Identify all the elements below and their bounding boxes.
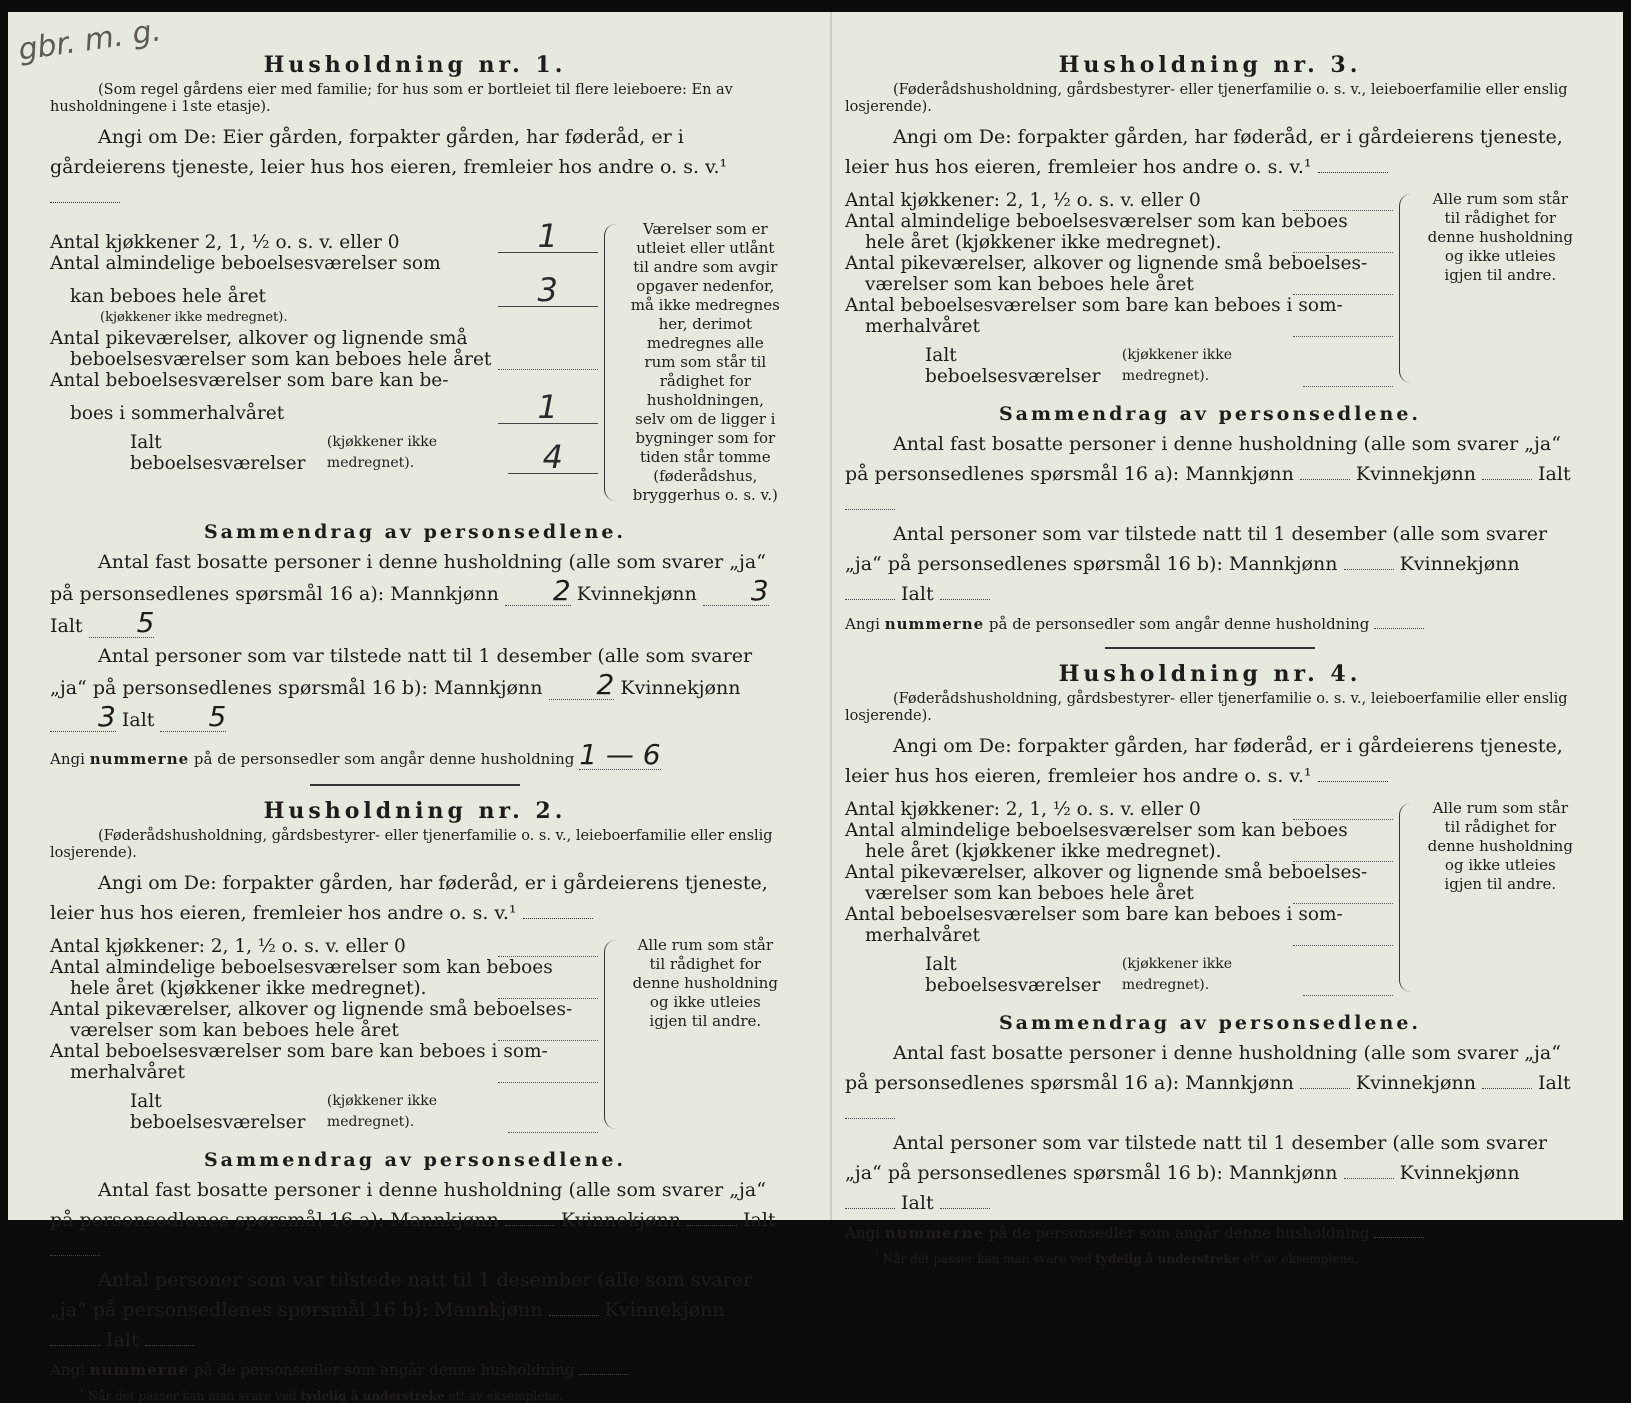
small-rooms-answer[interactable] — [1293, 885, 1393, 904]
household-1-angi: Angi om De: Eier gården, forpakter gården, har føderåd, er i gårdeierens tjeneste, leier hus hos eieren, fremleier hos andre o. s. v.¹ — [50, 122, 780, 212]
household-3-rooms: Antal kjøkkener: 2, 1, ½ o. s. v. eller 0 Antal almindelige beboelsesværelser som kan beboes hele året (kjøkkener ikke medregnet). Antal pikeværelser, alkover og lignende små beboelses- værelser som kan beboes hele året Antal beboelsesværelser som bare kan beboes i som- merhalvåret Ialt beboelsesværelser (kjøkkener ikke medregnet). Alle rum som står til rådighet for denne husholdning og ikke utleies igjen til andre. — [845, 190, 1575, 387]
footnote: $^{^1}$ Når det passer kan man svare ved tydelig å understreke ett av eksemplene. — [80, 1387, 564, 1403]
summer-rooms-answer[interactable] — [498, 1064, 598, 1083]
resident-total-field[interactable] — [845, 509, 895, 510]
household-2-rooms: Antal kjøkkener: 2, 1, ½ o. s. v. eller 0 Antal almindelige beboelsesværelser som kan beboes hele året (kjøkkener ikke medregnet). Antal pikeværelser, alkover og lignende små beboelses- værelser som kan beboes hele året Antal beboelsesværelser som bare kan beboes i som- merhalvåret Ialt beboelsesværelser (kjøkkener ikke medregnet). Alle rum som står til rådighet for denne husholdning og ikke utleies igjen til andre. — [50, 936, 780, 1133]
total-rooms-answer[interactable] — [508, 1114, 598, 1133]
resident-male-field[interactable] — [1300, 1088, 1350, 1089]
handwritten-scribble: gbr. m. g. — [16, 13, 164, 68]
total-rooms-row: Ialt beboelsesværelser (kjøkkener ikke medregnet). — [50, 1091, 598, 1133]
small-rooms-answer[interactable] — [498, 1022, 598, 1041]
kitchens-answer[interactable] — [1293, 801, 1393, 820]
left-page — [50, 52, 780, 1403]
separator — [1105, 647, 1315, 649]
household-1-note: (Som regel gårdens eier med familie; for hus som er bortleiet til flere leieboere: En av husholdningene i 1ste etasje). — [50, 82, 733, 115]
brace — [1399, 194, 1420, 383]
person-numbers-field[interactable] — [1374, 628, 1424, 629]
ordinary-rooms-answer[interactable] — [1293, 843, 1393, 862]
household-3-present-line: Antal personer som var tilstede natt til 1 desember (alle som svarer „ja“ på personsedlenes spørsmål 16 b): Mannkjønn Kvinnekjønn Ialt — [845, 523, 1548, 605]
household-4-note: (Føderådshusholdning, gårdsbestyrer- eller tjenerfamilie o. s. v., leieboerfamilie eller enslig losjerende). — [845, 691, 1568, 724]
household-2-angi: Angi om De: forpakter gården, har føderåd, er i gårdeierens tjeneste, leier hus hos eieren, fremleier hos andre o. s. v.¹ — [50, 872, 768, 924]
present-total-field[interactable]: 5 — [160, 703, 226, 732]
household-2-section — [50, 798, 780, 1403]
resident-female-field[interactable] — [687, 1225, 737, 1226]
household-4-angi: Angi om De: forpakter gården, har føderåd, er i gårdeierens tjeneste, leier hus hos eieren, fremleier hos andre o. s. v.¹ — [845, 735, 1563, 787]
household-2-note: (Føderådshusholdning, gårdsbestyrer- eller tjenerfamilie o. s. v., leieboerfamilie eller enslig losjerende). — [50, 828, 773, 861]
household-4-resident-line: Antal fast bosatte personer i denne husholdning (alle som svarer „ja“ på personsedlenes spørsmål 16 a): Mannkjønn Kvinnekjønn Ialt — [845, 1038, 1575, 1128]
household-1-side-note: Værelser som er utleiet eller utlånt til andre som avgir opgaver nedenfor, må ikke medregnes her, derimot medregnes alle rum som står til rådighet for husholdningen, selv om de ligger i bygninger som for tiden står tomme (føderådshus, bryggerhus o. s. v.) — [630, 220, 780, 504]
resident-female-field[interactable]: 3 — [703, 577, 769, 606]
brace — [1399, 803, 1420, 992]
resident-total-field[interactable]: 5 — [89, 609, 155, 638]
household-3-summary-title: Sammendrag av personsedlene. — [998, 403, 1422, 425]
household-1-summary-title: Sammendrag av personsedlene. — [203, 521, 627, 543]
summer-rooms-answer[interactable]: 1 — [498, 391, 598, 424]
resident-total-field[interactable] — [50, 1255, 100, 1256]
present-male-field[interactable]: 2 — [549, 671, 615, 700]
total-rooms-row: Ialt beboelsesværelser (kjøkkener ikke medregnet). 4 — [50, 432, 598, 474]
ordinary-rooms-answer[interactable] — [1293, 234, 1393, 253]
small-rooms-answer[interactable] — [498, 351, 598, 370]
resident-male-field[interactable]: 2 — [505, 577, 571, 606]
present-total-field[interactable] — [940, 1208, 990, 1209]
present-female-field[interactable] — [845, 599, 895, 600]
kitchens-answer[interactable] — [498, 938, 598, 957]
present-female-field[interactable] — [50, 1345, 100, 1346]
kitchens-answer[interactable] — [1293, 192, 1393, 211]
household-3-resident-line: Antal fast bosatte personer i denne husholdning (alle som svarer „ja“ på personsedlenes spørsmål 16 a): Mannkjønn Kvinnekjønn Ialt — [845, 429, 1575, 519]
total-rooms-answer[interactable] — [1303, 977, 1393, 996]
household-1-resident-line: Antal fast bosatte personer i denne husholdning (alle som svarer „ja“ på personsedlenes spørsmål 16 a): Mannkjønn 2 Kvinnekjønn 3 Ialt 5 — [50, 551, 769, 639]
household-1-title: Husholdning nr. 1. — [263, 52, 567, 78]
household-3-numbers: Angi nummerne på de personsedler som angår denne husholdning — [845, 615, 1575, 633]
present-male-field[interactable] — [1344, 1178, 1394, 1179]
resident-total-field[interactable] — [845, 1118, 895, 1119]
present-total-field[interactable] — [145, 1345, 195, 1346]
summer-rooms-answer[interactable] — [1293, 318, 1393, 337]
household-3-title: Husholdning nr. 3. — [1058, 52, 1362, 78]
resident-female-field[interactable] — [1482, 479, 1532, 480]
household-2-resident-line: Antal fast bosatte personer i denne husholdning (alle som svarer „ja“ på personsedlenes spørsmål 16 a): Mannkjønn Kvinnekjønn Ialt — [50, 1175, 780, 1265]
household-1-numbers: Angi nummerne på de personsedler som angår denne husholdning 1 — 6 — [50, 738, 661, 771]
household-3-note: (Føderådshusholdning, gårdsbestyrer- eller tjenerfamilie o. s. v., leieboerfamilie eller enslig losjerende). — [845, 82, 1568, 115]
household-2-title: Husholdning nr. 2. — [263, 798, 567, 824]
small-rooms-answer[interactable] — [1293, 276, 1393, 295]
person-numbers-field[interactable] — [1374, 1237, 1424, 1238]
kitchens-answer[interactable]: 1 — [498, 220, 598, 253]
household-4-rooms: Antal kjøkkener: 2, 1, ½ o. s. v. eller 0 Antal almindelige beboelsesværelser som kan beboes hele året (kjøkkener ikke medregnet). Antal pikeværelser, alkover og lignende små beboelses- værelser som kan beboes hele året Antal beboelsesværelser som bare kan beboes i som- merhalvåret Ialt beboelsesværelser (kjøkkener ikke medregnet). Alle rum som står til rådighet for denne husholdning og ikke utleies igjen til andre. — [845, 799, 1575, 996]
ordinary-rooms-answer[interactable] — [498, 980, 598, 999]
household-3-angi: Angi om De: forpakter gården, har føderåd, er i gårdeierens tjeneste, leier hus hos eieren, fremleier hos andre o. s. v.¹ — [845, 126, 1563, 178]
total-rooms-row: Ialt beboelsesværelser (kjøkkener ikke medregnet). — [845, 954, 1393, 996]
household-3-side-note: Alle rum som står til rådighet for denne husholdning og ikke utleies igjen til andre. — [1427, 190, 1573, 284]
household-2-numbers: Angi nummerne på de personsedler som angår denne husholdning — [50, 1361, 780, 1379]
ordinary-rooms-answer[interactable]: 3 — [498, 274, 598, 307]
person-numbers-field[interactable]: 1 — 6 — [579, 738, 661, 771]
total-rooms-answer[interactable]: 4 — [508, 441, 598, 474]
summer-rooms-answer[interactable] — [1293, 927, 1393, 946]
brace — [604, 224, 625, 501]
person-numbers-field[interactable] — [579, 1374, 629, 1375]
household-3-section — [845, 52, 1575, 633]
present-female-field[interactable] — [845, 1208, 895, 1209]
household-4-title: Husholdning nr. 4. — [1058, 661, 1362, 687]
kitchens-row: Antal kjøkkener 2, 1, ½ o. s. v. eller 0 1 — [50, 220, 598, 253]
footnote: $^{^1}$ Når det passer kan man svare ved tydelig å understreke ett av eksemplene. — [875, 1250, 1359, 1266]
household-4-present-line: Antal personer som var tilstede natt til 1 desember (alle som svarer „ja“ på personsedlenes spørsmål 16 b): Mannkjønn Kvinnekjønn Ialt — [845, 1132, 1548, 1214]
resident-male-field[interactable] — [505, 1225, 555, 1226]
household-2-side-note: Alle rum som står til rådighet for denne husholdning og ikke utleies igjen til andre. — [632, 936, 778, 1030]
page-fold — [830, 12, 832, 1220]
household-1-present-line: Antal personer som var tilstede natt til 1 desember (alle som svarer „ja“ på personsedlenes spørsmål 16 b): Mannkjønn 2 Kvinnekjønn 3 Ialt 5 — [50, 645, 753, 733]
household-2-present-line: Antal personer som var tilstede natt til 1 desember (alle som svarer „ja“ på personsedlenes spørsmål 16 b): Mannkjønn Kvinnekjønn Ialt — [50, 1269, 753, 1351]
household-4-section — [845, 661, 1575, 1266]
brace — [604, 940, 625, 1129]
present-female-field[interactable]: 3 — [50, 703, 116, 732]
right-page — [845, 52, 1575, 1266]
household-4-side-note: Alle rum som står til rådighet for denne husholdning og ikke utleies igjen til andre. — [1427, 799, 1573, 893]
household-1-section — [50, 52, 780, 770]
total-rooms-row: Ialt beboelsesværelser (kjøkkener ikke medregnet). — [845, 345, 1393, 387]
resident-male-field[interactable] — [1300, 479, 1350, 480]
present-male-field[interactable] — [1344, 569, 1394, 570]
household-4-numbers: Angi nummerne på de personsedler som angår denne husholdning — [845, 1224, 1575, 1242]
household-2-summary-title: Sammendrag av personsedlene. — [203, 1149, 627, 1171]
household-1-rooms: Antal kjøkkener 2, 1, ½ o. s. v. eller 0 1 Antal almindelige beboelsesværelser som kan beboes hele året 3 (kjøkkener ikke medregnet). Antal pikeværelser, alkover og lignende små beboelsesværelser som kan beboes hele året Antal beboelsesværelser som bare kan be- boes i sommerhalvåret 1 Ialt beboelsesværelser (kjøkkener ikke medregnet). 4 Værelser som er utleiet eller utlånt til andre som avgir opgaver nedenfor, må ikke medregnes her, derimot medregnes alle rum som står til rådighet for husholdningen, selv om de ligger i bygninger som for tiden står tomme (føderådshus, bryggerhus o. s. v.) — [50, 217, 780, 504]
present-total-field[interactable] — [940, 599, 990, 600]
household-4-summary-title: Sammendrag av personsedlene. — [998, 1012, 1422, 1034]
separator — [310, 784, 520, 786]
present-male-field[interactable] — [549, 1315, 599, 1316]
resident-female-field[interactable] — [1482, 1088, 1532, 1089]
total-rooms-answer[interactable] — [1303, 368, 1393, 387]
